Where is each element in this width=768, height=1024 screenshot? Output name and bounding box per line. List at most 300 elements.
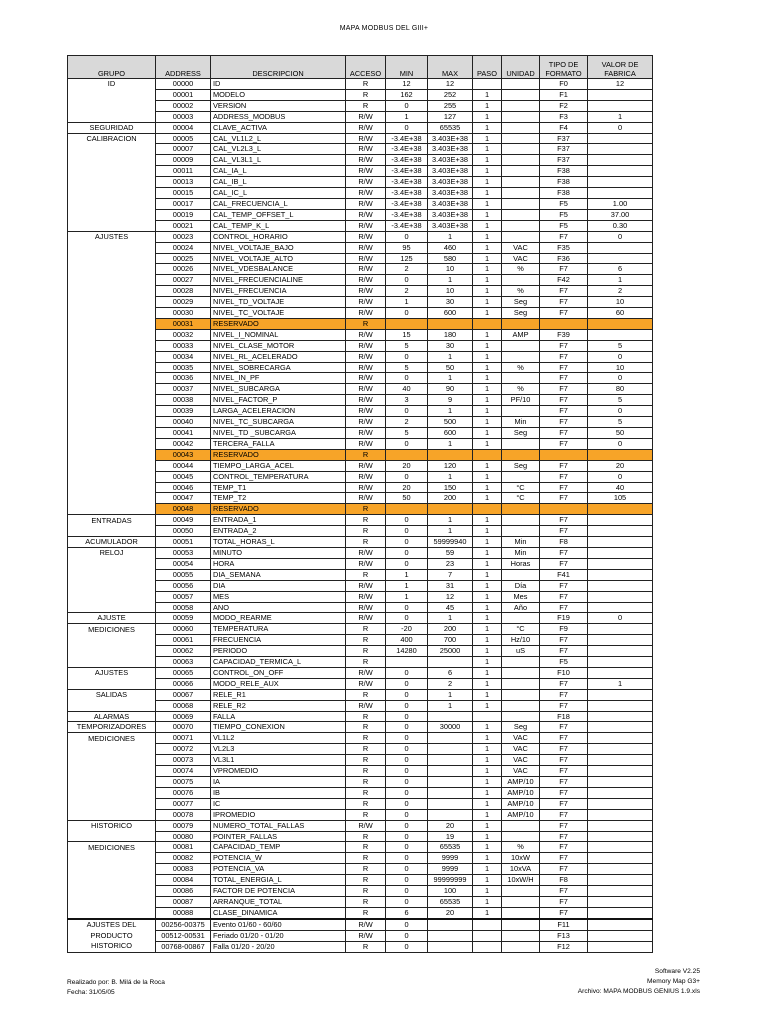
cell-max: 255: [428, 100, 473, 111]
cell-acceso: R: [346, 711, 386, 722]
cell-valor-fabrica: [588, 919, 653, 930]
cell-valor-fabrica: [588, 329, 653, 340]
cell-descripcion: VL2L3: [211, 744, 346, 755]
table-row: [68, 242, 653, 253]
cell-min: 0: [386, 864, 428, 875]
cell-acceso: R/W: [346, 188, 386, 199]
cell-acceso: R: [346, 526, 386, 537]
cell-descripcion: NIVEL_IN_PF: [211, 373, 346, 384]
table-row: [68, 558, 653, 569]
cell-max: [428, 798, 473, 809]
cell-descripcion: CAL_IC_L: [211, 188, 346, 199]
cell-grupo: [68, 755, 156, 766]
table-row: [68, 460, 653, 471]
cell-tipo-formato: F7: [540, 460, 588, 471]
cell-min: 1: [386, 111, 428, 122]
cell-valor-fabrica: 0: [588, 406, 653, 417]
cell-descripcion: POTENCIA_W: [211, 853, 346, 864]
cell-max: 1: [428, 231, 473, 242]
cell-max: 90: [428, 384, 473, 395]
cell-tipo-formato: F7: [540, 558, 588, 569]
cell-max: [428, 733, 473, 744]
cell-paso: 1: [473, 373, 502, 384]
cell-descripcion: VL1L2: [211, 733, 346, 744]
table-row: [68, 930, 653, 941]
cell-descripcion: NUMERO_TOTAL_FALLAS: [211, 820, 346, 831]
cell-paso: 1: [473, 351, 502, 362]
table-row: [68, 569, 653, 580]
cell-min: 0: [386, 831, 428, 842]
table-row: [68, 787, 653, 798]
cell-tipo-formato: F7: [540, 297, 588, 308]
cell-descripcion: CONTROL_ON_OFF: [211, 667, 346, 678]
cell-max: [428, 919, 473, 930]
cell-valor-fabrica: [588, 635, 653, 646]
cell-grupo: [68, 177, 156, 188]
cell-max: 460: [428, 242, 473, 253]
table-row: [68, 602, 653, 613]
cell-min: 400: [386, 635, 428, 646]
cell-paso: 1: [473, 231, 502, 242]
cell-descripcion: CAL_VL3L1_L: [211, 155, 346, 166]
cell-acceso: R/W: [346, 166, 386, 177]
cell-address: 00024: [156, 242, 211, 253]
cell-address: 00050: [156, 526, 211, 537]
cell-address: 00063: [156, 657, 211, 668]
cell-grupo: [68, 657, 156, 668]
cell-grupo: ID: [68, 79, 156, 90]
cell-min: 5: [386, 340, 428, 351]
table-row: [68, 864, 653, 875]
cell-valor-fabrica: [588, 580, 653, 591]
cell-min: 0: [386, 667, 428, 678]
cell-descripcion: NIVEL_VOLTAJE_BAJO: [211, 242, 346, 253]
cell-min: 0: [386, 919, 428, 930]
cell-paso: 1: [473, 155, 502, 166]
footer-author-line: Realizado por: B. Milá de la Roca: [67, 979, 165, 986]
footer-file-info: [578, 967, 700, 997]
col-header-min: MIN: [386, 56, 428, 79]
cell-acceso: R/W: [346, 297, 386, 308]
cell-acceso: R: [346, 537, 386, 548]
cell-acceso: R: [346, 853, 386, 864]
cell-acceso: R: [346, 798, 386, 809]
cell-acceso: R: [346, 755, 386, 766]
cell-valor-fabrica: 50: [588, 428, 653, 439]
cell-paso: 1: [473, 286, 502, 297]
cell-tipo-formato: F42: [540, 275, 588, 286]
cell-min: 15: [386, 329, 428, 340]
cell-descripcion: CAL_TEMP_OFFSET_L: [211, 209, 346, 220]
cell-descripcion: ID: [211, 79, 346, 90]
cell-paso: 1: [473, 722, 502, 733]
col-header-max: MAX: [428, 56, 473, 79]
cell-max: 1: [428, 351, 473, 362]
cell-descripcion: CONTROL_TEMPERATURA: [211, 471, 346, 482]
cell-paso: 1: [473, 689, 502, 700]
cell-max: 19: [428, 831, 473, 842]
cell-max: [428, 787, 473, 798]
cell-acceso: R/W: [346, 198, 386, 209]
cell-acceso: R/W: [346, 820, 386, 831]
cell-paso: 1: [473, 242, 502, 253]
cell-paso: 1: [473, 526, 502, 537]
cell-acceso: R: [346, 896, 386, 907]
cell-acceso: R/W: [346, 275, 386, 286]
table-row: [68, 526, 653, 537]
cell-min: 0: [386, 875, 428, 886]
cell-unidad: PF/10: [502, 395, 540, 406]
cell-descripcion: CLASE_DINAMICA: [211, 907, 346, 918]
cell-max: [428, 809, 473, 820]
cell-tipo-formato: F2: [540, 100, 588, 111]
cell-acceso: R/W: [346, 133, 386, 144]
cell-valor-fabrica: 10: [588, 297, 653, 308]
cell-unidad: [502, 504, 540, 515]
cell-grupo: [68, 853, 156, 864]
cell-max: 1: [428, 689, 473, 700]
cell-tipo-formato: F7: [540, 515, 588, 526]
cell-min: [386, 504, 428, 515]
cell-grupo: AJUSTES: [68, 667, 156, 678]
cell-paso: 1: [473, 907, 502, 918]
table-row: [68, 177, 653, 188]
cell-paso: 1: [473, 766, 502, 777]
cell-valor-fabrica: [588, 591, 653, 602]
cell-max: 6: [428, 667, 473, 678]
cell-unidad: Hz/10: [502, 635, 540, 646]
cell-descripcion: NIVEL_RL_ACELERADO: [211, 351, 346, 362]
cell-acceso: R: [346, 449, 386, 460]
table-row: [68, 362, 653, 373]
col-header-tipo-formato: TIPO DE FORMATO: [540, 56, 588, 79]
table-row: [68, 907, 653, 918]
cell-tipo-formato: F11: [540, 919, 588, 930]
cell-descripcion: CAL_IA_L: [211, 166, 346, 177]
cell-address: 00003: [156, 111, 211, 122]
cell-descripcion: IC: [211, 798, 346, 809]
cell-acceso: R/W: [346, 678, 386, 689]
table-row: [68, 395, 653, 406]
cell-grupo: MEDICIONES: [68, 733, 156, 744]
cell-acceso: R: [346, 842, 386, 853]
cell-valor-fabrica: [588, 242, 653, 253]
cell-paso: [473, 941, 502, 952]
cell-acceso: R: [346, 744, 386, 755]
col-header-unidad: UNIDAD: [502, 56, 540, 79]
cell-descripcion: CAL_VL1L2_L: [211, 133, 346, 144]
cell-descripcion: RESERVADO: [211, 318, 346, 329]
cell-unidad: AMP/10: [502, 798, 540, 809]
cell-descripcion: MODO_RELE_AUX: [211, 678, 346, 689]
cell-paso: 1: [473, 329, 502, 340]
cell-unidad: [502, 166, 540, 177]
cell-grupo: [68, 220, 156, 231]
cell-descripcion: MINUTO: [211, 547, 346, 558]
cell-max: [428, 941, 473, 952]
cell-address: 00070: [156, 722, 211, 733]
cell-unidad: %: [502, 286, 540, 297]
cell-valor-fabrica: 60: [588, 308, 653, 319]
cell-tipo-formato: [540, 504, 588, 515]
cell-descripcion: CAL_TEMP_K_L: [211, 220, 346, 231]
cell-max: [428, 449, 473, 460]
cell-max: [428, 766, 473, 777]
table-row: [68, 875, 653, 886]
cell-max: [428, 930, 473, 941]
cell-paso: 1: [473, 100, 502, 111]
cell-paso: 1: [473, 678, 502, 689]
cell-unidad: [502, 220, 540, 231]
table-row: [68, 678, 653, 689]
cell-grupo: [68, 886, 156, 897]
cell-unidad: [502, 886, 540, 897]
cell-paso: [473, 449, 502, 460]
cell-tipo-formato: F7: [540, 787, 588, 798]
cell-acceso: R/W: [346, 438, 386, 449]
table-row: [68, 133, 653, 144]
cell-tipo-formato: F37: [540, 133, 588, 144]
cell-address: 00043: [156, 449, 211, 460]
cell-max: 31: [428, 580, 473, 591]
cell-unidad: Min: [502, 537, 540, 548]
cell-paso: 1: [473, 111, 502, 122]
cell-acceso: R/W: [346, 209, 386, 220]
cell-valor-fabrica: 105: [588, 493, 653, 504]
cell-grupo: [68, 460, 156, 471]
cell-min: 0: [386, 744, 428, 755]
cell-descripcion: Falla 01/20 - 20/20: [211, 941, 346, 952]
cell-grupo: [68, 318, 156, 329]
cell-min: 3: [386, 395, 428, 406]
table-row: [68, 896, 653, 907]
cell-acceso: R: [346, 569, 386, 580]
cell-unidad: %: [502, 362, 540, 373]
table-row: [68, 198, 653, 209]
table-row: [68, 646, 653, 657]
cell-tipo-formato: F5: [540, 209, 588, 220]
table-row: [68, 657, 653, 668]
cell-address: 00065: [156, 667, 211, 678]
cell-paso: 1: [473, 667, 502, 678]
cell-valor-fabrica: 1: [588, 275, 653, 286]
table-row: [68, 89, 653, 100]
cell-unidad: [502, 515, 540, 526]
cell-acceso: R: [346, 504, 386, 515]
cell-tipo-formato: F7: [540, 809, 588, 820]
table-body: [68, 79, 653, 953]
cell-tipo-formato: F7: [540, 853, 588, 864]
cell-min: 6: [386, 907, 428, 918]
cell-address: 00067: [156, 689, 211, 700]
cell-tipo-formato: F7: [540, 820, 588, 831]
cell-min: 0: [386, 842, 428, 853]
table-row: [68, 919, 653, 930]
cell-max: 3.403E+38: [428, 198, 473, 209]
cell-descripcion: NIVEL_SUBCARGA: [211, 384, 346, 395]
cell-paso: 1: [473, 591, 502, 602]
cell-tipo-formato: F7: [540, 842, 588, 853]
cell-valor-fabrica: 5: [588, 395, 653, 406]
cell-min: 162: [386, 89, 428, 100]
cell-address: 00038: [156, 395, 211, 406]
cell-grupo: TEMPORIZADORES: [68, 722, 156, 733]
cell-unidad: °C: [502, 493, 540, 504]
cell-descripcion: Feriado 01/20 - 01/20: [211, 930, 346, 941]
cell-acceso: R: [346, 875, 386, 886]
cell-grupo: [68, 384, 156, 395]
cell-descripcion: NIVEL_VDESBALANCE: [211, 264, 346, 275]
cell-min: 0: [386, 602, 428, 613]
cell-paso: 1: [473, 547, 502, 558]
cell-min: 0: [386, 755, 428, 766]
cell-valor-fabrica: [588, 744, 653, 755]
cell-address: 00039: [156, 406, 211, 417]
cell-acceso: R/W: [346, 613, 386, 624]
cell-tipo-formato: F36: [540, 253, 588, 264]
cell-max: 23: [428, 558, 473, 569]
cell-max: 59: [428, 547, 473, 558]
table-row: [68, 438, 653, 449]
cell-valor-fabrica: [588, 537, 653, 548]
cell-max: 65535: [428, 122, 473, 133]
cell-paso: 1: [473, 460, 502, 471]
cell-min: 0: [386, 678, 428, 689]
cell-tipo-formato: F7: [540, 646, 588, 657]
table-row: [68, 384, 653, 395]
table-row: [68, 613, 653, 624]
table-row: [68, 351, 653, 362]
footer-author: [67, 978, 165, 998]
cell-address: 00035: [156, 362, 211, 373]
cell-valor-fabrica: [588, 930, 653, 941]
cell-paso: 1: [473, 493, 502, 504]
table-row: [68, 493, 653, 504]
cell-unidad: [502, 667, 540, 678]
cell-tipo-formato: F38: [540, 166, 588, 177]
cell-grupo: [68, 809, 156, 820]
cell-min: 2: [386, 264, 428, 275]
cell-descripcion: NIVEL_SOBRECARGA: [211, 362, 346, 373]
cell-valor-fabrica: 1.00: [588, 198, 653, 209]
cell-acceso: R/W: [346, 177, 386, 188]
cell-min: 125: [386, 253, 428, 264]
cell-unidad: Día: [502, 580, 540, 591]
cell-tipo-formato: F7: [540, 264, 588, 275]
cell-unidad: [502, 930, 540, 941]
cell-valor-fabrica: [588, 504, 653, 515]
cell-descripcion: TOTAL_HORAS_L: [211, 537, 346, 548]
cell-address: 00031: [156, 318, 211, 329]
cell-address: 00076: [156, 787, 211, 798]
cell-address: 00084: [156, 875, 211, 886]
cell-max: 1: [428, 526, 473, 537]
cell-address: 00069: [156, 711, 211, 722]
cell-address: 00061: [156, 635, 211, 646]
cell-tipo-formato: F7: [540, 907, 588, 918]
cell-unidad: [502, 318, 540, 329]
cell-max: 700: [428, 635, 473, 646]
footer-software-version: Software V2.25: [654, 968, 700, 975]
cell-valor-fabrica: [588, 809, 653, 820]
cell-address: 00055: [156, 569, 211, 580]
cell-address: 00029: [156, 297, 211, 308]
cell-grupo: [68, 438, 156, 449]
cell-min: 2: [386, 286, 428, 297]
cell-descripcion: IA: [211, 777, 346, 788]
cell-min: 40: [386, 384, 428, 395]
table-row: [68, 122, 653, 133]
cell-min: 0: [386, 766, 428, 777]
cell-tipo-formato: F7: [540, 689, 588, 700]
cell-valor-fabrica: 0: [588, 122, 653, 133]
cell-address: 00005: [156, 133, 211, 144]
cell-tipo-formato: F7: [540, 733, 588, 744]
cell-valor-fabrica: 0.30: [588, 220, 653, 231]
cell-tipo-formato: F38: [540, 177, 588, 188]
cell-unidad: Seg: [502, 428, 540, 439]
cell-tipo-formato: F8: [540, 875, 588, 886]
cell-address: 00044: [156, 460, 211, 471]
cell-tipo-formato: F7: [540, 777, 588, 788]
cell-address: 00007: [156, 144, 211, 155]
cell-valor-fabrica: [588, 875, 653, 886]
cell-max: 3.403E+38: [428, 188, 473, 199]
cell-tipo-formato: F7: [540, 417, 588, 428]
cell-max: 99999999: [428, 875, 473, 886]
cell-paso: 1: [473, 428, 502, 439]
cell-descripcion: NIVEL_TC_SUBCARGA: [211, 417, 346, 428]
cell-paso: 1: [473, 362, 502, 373]
cell-min: [386, 318, 428, 329]
cell-min: -3.4E+38: [386, 177, 428, 188]
cell-valor-fabrica: [588, 526, 653, 537]
cell-valor-fabrica: [588, 907, 653, 918]
cell-grupo: [68, 787, 156, 798]
cell-grupo: [68, 864, 156, 875]
cell-grupo: [68, 166, 156, 177]
cell-tipo-formato: F7: [540, 362, 588, 373]
cell-descripcion: HORA: [211, 558, 346, 569]
cell-unidad: [502, 177, 540, 188]
cell-max: 10: [428, 264, 473, 275]
table-row: [68, 340, 653, 351]
cell-grupo: [68, 744, 156, 755]
table-row: [68, 253, 653, 264]
cell-descripcion: TEMP_T1: [211, 482, 346, 493]
cell-acceso: R: [346, 635, 386, 646]
cell-paso: 1: [473, 515, 502, 526]
cell-min: 14280: [386, 646, 428, 657]
cell-address: 00015: [156, 188, 211, 199]
cell-tipo-formato: F7: [540, 308, 588, 319]
cell-unidad: [502, 133, 540, 144]
cell-min: 5: [386, 428, 428, 439]
cell-paso: 1: [473, 122, 502, 133]
cell-acceso: R/W: [346, 460, 386, 471]
cell-paso: 1: [473, 275, 502, 286]
cell-min: 0: [386, 558, 428, 569]
cell-min: -3.4E+38: [386, 144, 428, 155]
cell-grupo: [68, 275, 156, 286]
cell-acceso: R/W: [346, 493, 386, 504]
cell-tipo-formato: F7: [540, 678, 588, 689]
table-row: [68, 220, 653, 231]
cell-paso: 1: [473, 220, 502, 231]
cell-acceso: R/W: [346, 395, 386, 406]
cell-unidad: Año: [502, 602, 540, 613]
cell-tipo-formato: F18: [540, 711, 588, 722]
